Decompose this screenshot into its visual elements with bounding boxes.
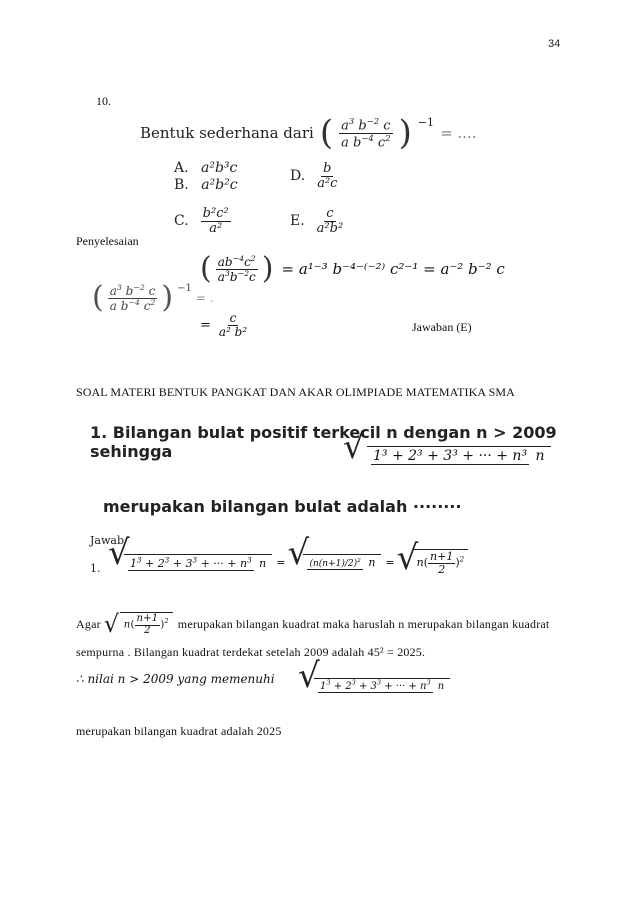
jawab-label: Jawab (90, 534, 124, 547)
solution-step-2 (200, 312, 249, 338)
prompt-text: Bentuk sederhana dari (140, 124, 314, 142)
option-d-num: b (323, 161, 332, 176)
section-title: SOAL MATERI BENTUK PANGKAT DAN AKAR OLIMPIADE MATEMATIKA SMA (76, 385, 515, 399)
problem-1-line-2: merupakan bilangan bulat adalah ········ (103, 497, 462, 516)
option-e (290, 207, 345, 235)
step1-result: = a¹⁻³ b⁻⁴⁻⁽⁻²⁾ c²⁻¹ = a⁻² b⁻² c (281, 260, 505, 278)
option-c-den: a² (209, 220, 223, 236)
therefore-radical: √ $1^3 + 2^3 + 3^3$ + ··· + $n^3$ n (300, 678, 450, 693)
paren-left: ( (319, 113, 334, 153)
option-a-label: A. (174, 160, 189, 176)
scan-equals: = . (195, 291, 214, 305)
answer-label: Jawaban (E) (412, 320, 472, 334)
radical-denominator: n (535, 448, 545, 465)
option-c-label: C. (174, 213, 189, 230)
jawab-number: 1. (90, 562, 101, 575)
step2-equals: = (200, 317, 211, 333)
step2-den: a² b² (218, 324, 248, 339)
conclusion-line: merupakan bilangan kuadrat adalah 2025 (76, 724, 282, 738)
paren-left: ( (92, 280, 104, 315)
option-c (174, 207, 231, 235)
paren-left: ( (200, 251, 212, 286)
question-number: 10. (96, 94, 111, 108)
option-d-label: D. (290, 168, 306, 185)
step2-num: c (229, 311, 237, 325)
prompt-fraction: $\frac{a^3 b^{-2} c}{a b^{-4} c^2}$ (341, 115, 391, 150)
prompt-exponent: −1 (417, 116, 435, 129)
agar-word: Agar (76, 616, 101, 631)
option-c-num: b²c² (202, 206, 229, 221)
problem-1-line-1: 1. Bilangan bulat positif terkecil n dengan n > 2009 sehingga (90, 423, 557, 461)
question-10-prompt (140, 113, 477, 153)
option-e-den: a²b² (316, 220, 344, 236)
option-a (174, 160, 237, 176)
paren-right: ) (161, 280, 174, 315)
therefore-line: ∴ nilai n > 2009 yang memenuhi (76, 672, 275, 686)
page-number: 34 (548, 38, 561, 50)
option-b-label: B. (174, 177, 189, 193)
problem-1-radical (345, 446, 551, 464)
option-a-expr: a²b³c (201, 160, 238, 176)
option-e-num: c (326, 206, 334, 221)
option-d (290, 162, 339, 190)
solution-scan-expression: ( $\frac{a^3 b^{-2} c}{a b^{-4} c^2}$ ) −1 = . (92, 280, 214, 315)
scan-exponent: −1 (177, 283, 192, 294)
option-d-den: a²c (317, 175, 338, 191)
radical-numerator: 1³ + 2³ + 3³ + ··· + n³ (373, 448, 528, 465)
step1-fraction: $\frac{ab^{-4}c^2}{a^3b^{-2}c}$ (217, 253, 256, 284)
agar-rest: merupakan bilangan kuadrat maka haruslah n merupakan bilangan kuadrat (177, 616, 550, 631)
sempurna-line: sempurna . Bilangan kuadrat terdekat setelah 2009 adalah 45² = 2025. (76, 645, 426, 659)
paren-right: ) (398, 113, 412, 153)
prompt-tail: = .... (440, 124, 477, 142)
paren-right: ) (261, 251, 274, 286)
option-b-expr: a²b²c (201, 177, 238, 193)
agar-radical: √ n( $\frac{n+1}{2}$ )$^2$ (106, 612, 173, 636)
solution-heading: Penyelesaian (76, 234, 139, 248)
option-b (174, 177, 238, 193)
solution-step-1 (200, 251, 505, 286)
jawab-expression: √ $1^3 + 2^3 + 3^3$ + ··· + $n^3$ n = √ $(n(n+1)/2)^2$ n = √ n( $\frac{n+1}{2}$ )$^2$ (110, 549, 468, 575)
agar-line (76, 612, 556, 636)
option-e-label: E. (290, 213, 305, 230)
